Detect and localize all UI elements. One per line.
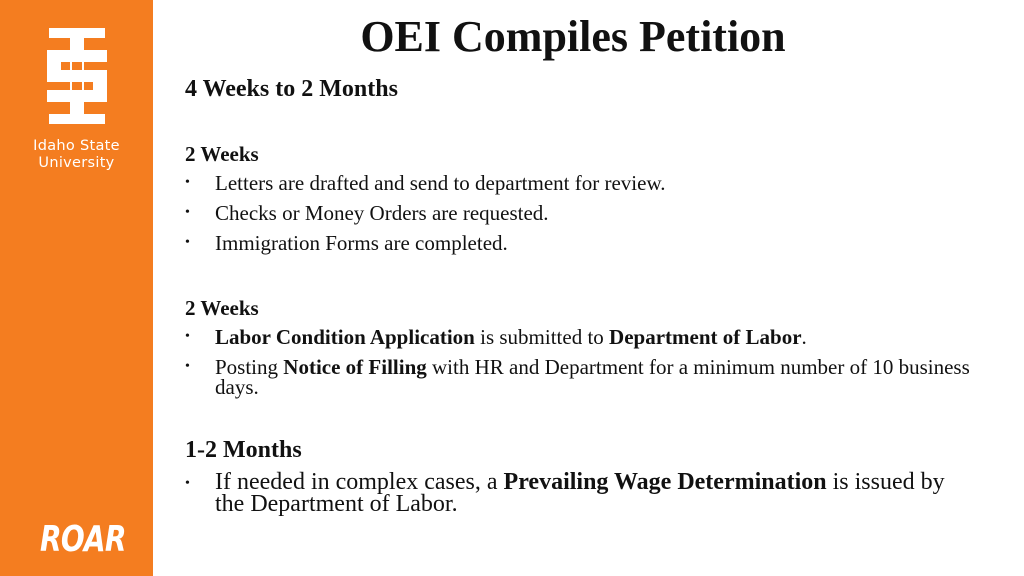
list-item-text: Posting — [215, 355, 284, 379]
roar-tagline: ROAR — [40, 519, 126, 560]
list-item — [185, 322, 975, 352]
list-item-text: Checks or Money Orders are requested. — [215, 201, 549, 225]
list-item-text: . — [801, 325, 807, 349]
list-item — [185, 228, 975, 258]
wordmark-line-2: University — [38, 155, 115, 171]
list-item-text: is issued by the Department of Labor. — [215, 469, 945, 517]
section-letters — [185, 140, 975, 258]
bullet-icon: • — [185, 476, 190, 491]
list-item-text: Letters are drafted and send to department for review. — [215, 171, 666, 195]
brand-sidebar — [0, 0, 153, 576]
section-heading: 2 Weeks — [185, 296, 259, 320]
term-dol: Department of Labor — [609, 325, 802, 349]
term-pwd: Prevailing Wage Determination — [503, 469, 827, 495]
bullet-list — [185, 168, 975, 258]
list-item-text: is submitted to — [474, 325, 610, 349]
list-item — [185, 168, 975, 198]
wordmark-line-1: Idaho State — [33, 138, 120, 154]
bullet-icon: • — [185, 205, 190, 220]
section-labor — [185, 294, 975, 400]
university-wordmark — [0, 138, 153, 172]
section-heading: 2 Weeks — [185, 142, 259, 166]
bullet-list — [185, 322, 975, 400]
slide-subtitle: 4 Weeks to 2 Months — [185, 76, 398, 102]
isu-logo-icon — [43, 28, 111, 124]
list-item — [185, 198, 975, 228]
term-notice: Notice of Filling — [283, 355, 427, 379]
bullet-icon: • — [185, 329, 190, 344]
list-item — [185, 352, 975, 400]
slide-title: OEI Compiles Petition — [360, 12, 786, 61]
bullet-list — [185, 465, 975, 515]
bullet-icon: • — [185, 175, 190, 190]
list-item-text: Immigration Forms are completed. — [215, 231, 508, 255]
section-heading: 1-2 Months — [185, 437, 302, 463]
list-item-text: with HR and Department for a minimum number of 10 business days. — [215, 355, 970, 399]
list-item — [185, 465, 975, 515]
bullet-icon: • — [185, 235, 190, 250]
section-wage — [185, 435, 975, 515]
term-lca: Labor Condition Application — [215, 325, 475, 349]
list-item-text: If needed in complex cases, a — [215, 469, 504, 495]
bullet-icon: • — [185, 359, 190, 374]
